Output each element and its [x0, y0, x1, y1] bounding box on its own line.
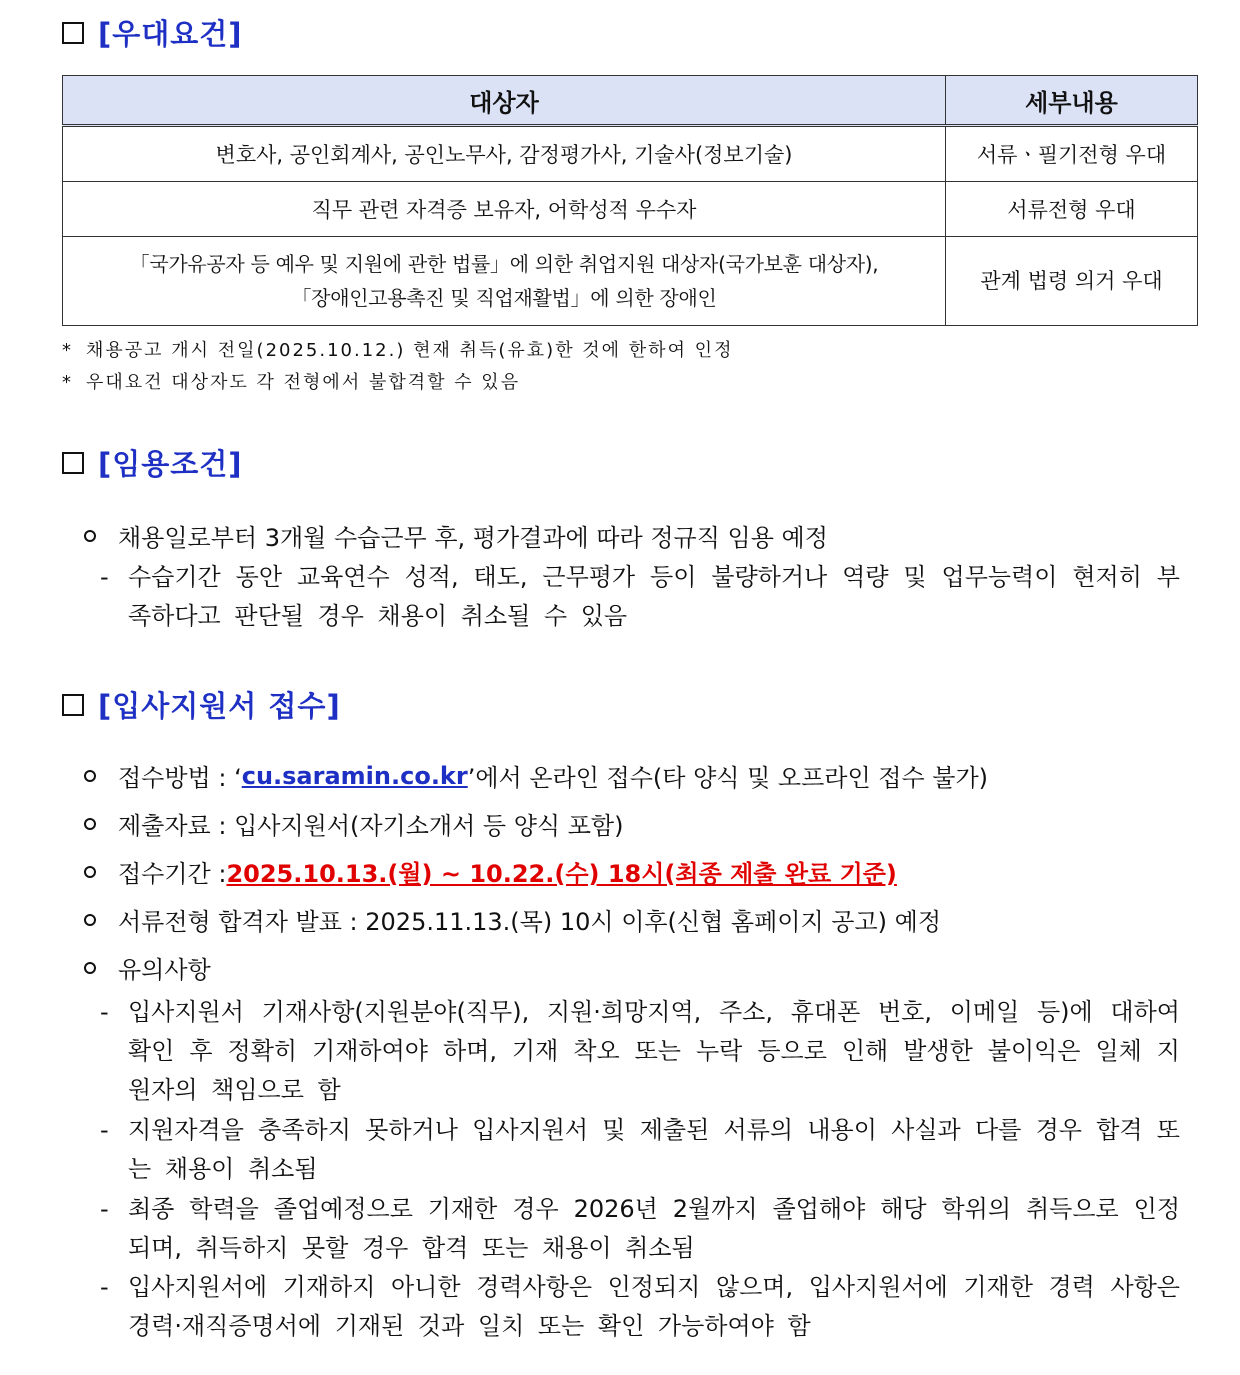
footnote [62, 368, 520, 394]
section-preferential-header [62, 12, 243, 52]
table-row [63, 126, 1198, 182]
circle-bullet-icon [84, 866, 96, 878]
bullet-item [84, 518, 828, 553]
dash-mark: - [100, 1195, 109, 1223]
footnote-text: 채용공고 개시 전일(2025.10.12.) 현재 취득(유효)한 것에 한하여 인정 [86, 340, 734, 361]
dash-text: 입사지원서 기재사항(지원분야(직무), 지원·희망지역, 주소, 휴대폰 번호, 이메일 등)에 대하여 확인 후 정확히 기재하여야 하며, 기재 착오 또는 누락 등으로 인해 발생한 불이익은 일체 지원자의 책임으로 함 [128, 998, 1180, 1104]
dash-item [100, 993, 1180, 1110]
bullet-item [84, 758, 988, 793]
bullet-text-prefix: 접수기간 : [118, 860, 227, 888]
dash-item [100, 1268, 1180, 1346]
dash-mark: - [100, 1273, 109, 1301]
footnote-star: * [62, 372, 73, 393]
table-row [63, 182, 1198, 237]
dash-text: 지원자격을 충족하지 못하거나 입사지원서 및 제출된 서류의 내용이 사실과 다를 경우 합격 또는 채용이 취소됨 [128, 1116, 1180, 1183]
checkbox-square-icon [62, 22, 84, 44]
table-cell: 직무 관련 자격증 보유자, 어학성적 우수자 [63, 182, 946, 237]
table-cell: 서류ㆍ필기전형 우대 [946, 126, 1198, 182]
footnote-text: 우대요건 대상자도 각 전형에서 불합격할 수 있음 [86, 372, 521, 393]
table-cell-line: 「국가유공자 등 예우 및 지원에 관한 법률」에 의한 취업지원 대상자(국가보훈 대상자), [129, 252, 879, 276]
table-header-row [63, 76, 1198, 126]
bullet-item [84, 950, 211, 985]
section-title: [입사지원서 접수] [98, 688, 341, 723]
table-header-detail: 세부내용 [946, 76, 1198, 126]
dash-item [100, 558, 1180, 636]
section-appointment-header [62, 442, 243, 482]
circle-bullet-icon [84, 962, 96, 974]
bullet-text: 제출자료 : 입사지원서(자기소개서 등 양식 포함) [118, 812, 624, 840]
dash-item [100, 1111, 1180, 1189]
footnote-star: * [62, 340, 73, 361]
checkbox-square-icon [62, 694, 84, 716]
bullet-text-suffix: ’에서 온라인 접수(타 양식 및 오프라인 접수 불가) [467, 764, 988, 792]
table-cell: 서류전형 우대 [946, 182, 1198, 237]
table-cell: 관계 법령 의거 우대 [946, 237, 1198, 326]
bullet-item [84, 854, 897, 889]
table-header-target: 대상자 [63, 76, 946, 126]
application-site-link[interactable]: cu.saramin.co.kr [241, 761, 468, 790]
dash-text: 수습기간 동안 교육연수 성적, 태도, 근무평가 등이 불량하거나 역량 및 업무능력이 현저히 부족하다고 판단될 경우 채용이 취소될 수 있음 [128, 563, 1180, 630]
dash-item [100, 1190, 1180, 1268]
dash-mark: - [100, 998, 109, 1026]
checkbox-square-icon [62, 452, 84, 474]
section-title: [우대요건] [98, 16, 243, 51]
application-period: 2025.10.13.(월) ~ 10.22.(수) 18시(최종 제출 완료 기준) [226, 860, 897, 888]
bullet-text-prefix: 접수방법 : ‘ [118, 764, 242, 792]
circle-bullet-icon [84, 914, 96, 926]
circle-bullet-icon [84, 770, 96, 782]
section-title: [임용조건] [98, 446, 243, 481]
circle-bullet-icon [84, 818, 96, 830]
bullet-item [84, 806, 623, 841]
preference-table [62, 75, 1198, 326]
dash-text: 입사지원서에 기재하지 아니한 경력사항은 인정되지 않으며, 입사지원서에 기재한 경력 사항은 경력·재직증명서에 기재된 것과 일치 또는 확인 가능하여야 함 [128, 1273, 1180, 1340]
dash-mark: - [100, 1116, 109, 1144]
dash-mark: - [100, 563, 109, 591]
table-cell: 변호사, 공인회계사, 공인노무사, 감정평가사, 기술사(정보기술) [63, 126, 946, 182]
table-cell [63, 237, 946, 326]
table-cell-line: 「장애인고용촉진 및 직업재활법」에 의한 장애인 [291, 286, 717, 310]
section-application-header [62, 684, 341, 724]
footnote [62, 336, 733, 362]
bullet-item [84, 902, 941, 937]
bullet-text: 서류전형 합격자 발표 : 2025.11.13.(목) 10시 이후(신협 홈페이지 공고) 예정 [118, 908, 942, 936]
table-row [63, 237, 1198, 326]
circle-bullet-icon [84, 530, 96, 542]
bullet-text: 채용일로부터 3개월 수습근무 후, 평가결과에 따라 정규직 임용 예정 [118, 524, 828, 552]
bullet-text: 유의사항 [118, 956, 211, 984]
dash-text: 최종 학력을 졸업예정으로 기재한 경우 2026년 2월까지 졸업해야 해당 학위의 취득으로 인정되며, 취득하지 못할 경우 합격 또는 채용이 취소됨 [128, 1195, 1180, 1262]
